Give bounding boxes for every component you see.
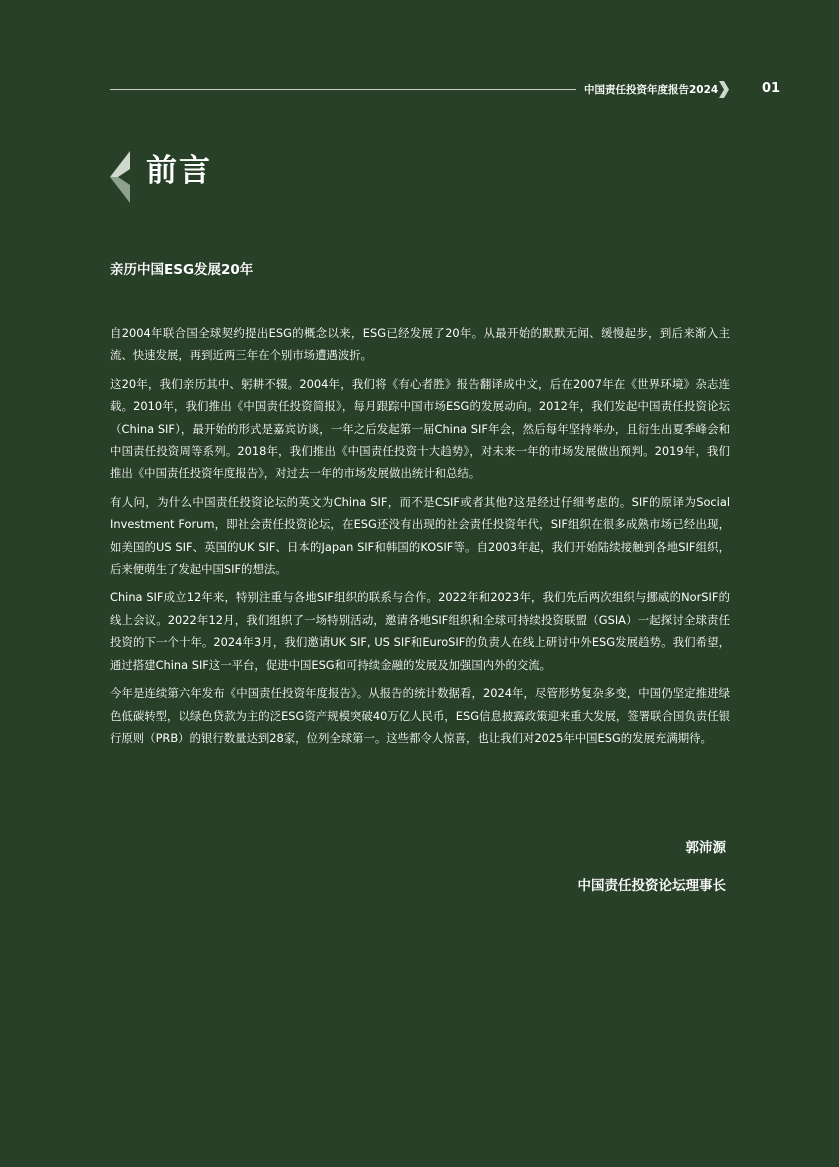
header-report-title: 中国责任投资年度报告2024 [584,84,719,96]
page-number: 01 [762,81,781,96]
paragraph: 自2004年联合国全球契约提出ESG的概念以来，ESG已经发展了20年。从最开始的默默无闻、缓慢起步，到后来渐入主流、快速发展，再到近两三年在个别市场遭遇波折。 [110,326,730,363]
chevron-right-icon [719,81,729,98]
section-subtitle: 亲历中国ESG发展20年 [110,262,254,278]
signature-role: 中国责任投资论坛理事长 [577,878,726,894]
page-heading: 前言 [146,153,212,189]
signature-block [578,836,727,894]
paragraph: 有人问，为什么中国责任投资论坛的英文为China SIF，而不是CSIF或者其他?这是经过仔细考虑的。SIF的原译为Social Investment Forum，即社会责任投资论坛，在ESG还没有出现的社会责任投资年代，SIF组织在很多成熟市场已经出现，如美国的US SIF、英国的UK SIF、日本的Japan SIF和韩国的KOSIF等。自2003年起，我们开始陆续接触到各地SIF组织，后来便萌生了发起中国SIF的想法。 [110,494,730,577]
paragraph: 这20年，我们亲历其中、躬耕不辍。2004年，我们将《有心者胜》报告翻译成中文，后在2007年在《世界环境》杂志连载。2010年，我们推出《中国责任投资简报》，每月跟踪中国市场ESG的发展动向。2012年，我们发起中国责任投资论坛（China SIF），最开始的形式是嘉宾访谈，一年之后发起第一届China SIF年会，然后每年坚持举办，且衍生出夏季峰会和中国责任投资周等系列。2018年，我们推出《中国责任投资十大趋势》，对未来一年的市场发展做出预判。2019年，我们推出《中国责任投资年度报告》，对过去一年的市场发展做出统计和总结。 [110,376,730,481]
header-rule [110,89,576,90]
body-text [110,322,730,755]
paragraph: China SIF成立12年来，特别注重与各地SIF组织的联系与合作。2022年和2023年，我们先后两次组织与挪威的NorSIF的线上会议。2022年12月，我们组织了一场特别活动，邀请各地SIF组织和全球可持续投资联盟（GSIA）一起探讨全球责任投资的下一个十年。2024年3月，我们邀请UK SIF, US SIF和EuroSIF的负责人在线上研讨中外ESG发展趋势。我们希望，通过搭建China SIF这一平台，促进中国ESG和可持续金融的发展及加强国内外的交流。 [110,590,730,672]
section-mark-icon [110,151,130,203]
signature-name: 郭沛源 [685,840,726,856]
paragraph: 今年是连续第六年发布《中国责任投资年度报告》。从报告的统计数据看，2024年，尽管形势复杂多变，中国仍坚定推进绿色低碳转型，以绿色贷款为主的泛ESG资产规模突破40万亿人民币，ESG信息披露政策迎来重大发展，签署联合国负责任银行原则（PRB）的银行数量达到28家，位列全球第一。这些都令人惊喜，也让我们对2025年中国ESG的发展充满期待。 [110,686,730,745]
